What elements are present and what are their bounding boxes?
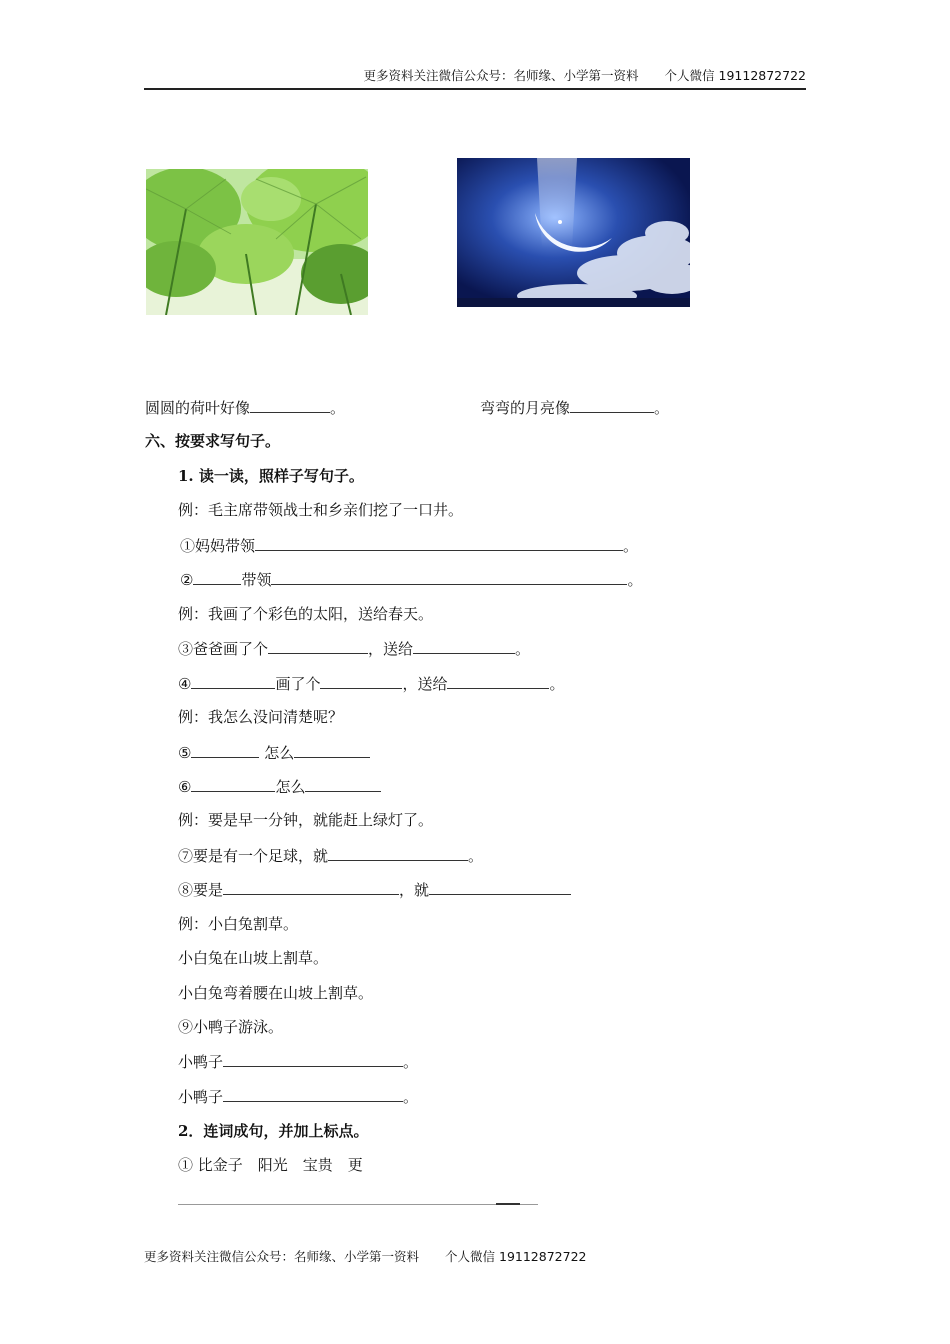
item-9-line-b-blank[interactable] <box>223 1085 403 1102</box>
lotus-leaves-image <box>146 169 368 315</box>
item-5-blank-a[interactable] <box>191 741 259 758</box>
example-four: 例：要是早一分钟，就能赶上绿灯了。 <box>178 811 434 829</box>
item-9-line-a-blank[interactable] <box>223 1050 403 1067</box>
item-7-prefix: ⑦要是有一个足球，就 <box>178 847 329 865</box>
item-4-blank-c[interactable] <box>447 672 549 689</box>
item-9-line-a-prefix: 小鸭子 <box>178 1053 224 1071</box>
crescent-moon-image <box>457 158 690 307</box>
item-2-mid: 带领 <box>241 571 272 589</box>
moon-fill-suffix: 。 <box>654 399 670 417</box>
moon-fill-blank[interactable] <box>570 396 654 413</box>
item-7-suffix: 。 <box>468 847 484 865</box>
example-five-expanded-more: 小白兔弯着腰在山坡上割草。 <box>178 984 374 1002</box>
item-4-prefix: ④ <box>178 675 192 693</box>
lotus-fill-sentence <box>145 396 345 419</box>
item-8-prefix: ⑧要是 <box>178 881 224 899</box>
item-9-line-b-prefix: 小鸭子 <box>178 1088 224 1106</box>
header-wechat-text: 更多资料关注微信公众号：名师缘、小学第一资料 <box>363 68 639 83</box>
example-two: 例：我画了个彩色的太阳，送给春天。 <box>178 605 434 623</box>
item-4-suffix: 。 <box>549 675 565 693</box>
item-4-blank-a[interactable] <box>191 672 275 689</box>
moon-fill-sentence <box>480 396 669 419</box>
item-9-line-b <box>178 1085 418 1108</box>
q2-item-1-answer-line[interactable] <box>178 1204 538 1205</box>
item-9: ⑨小鸭子游泳。 <box>178 1018 284 1036</box>
item-1-suffix: 。 <box>623 537 639 555</box>
item-8-mid: ，就 <box>399 881 430 899</box>
example-one: 例：毛主席带领战士和乡亲们挖了一口井。 <box>178 501 464 519</box>
item-8 <box>178 878 571 901</box>
footer-wechat-text: 更多资料关注微信公众号：名师缘、小学第一资料 <box>144 1249 420 1264</box>
example-five-expanded: 小白兔在山坡上割草。 <box>178 949 329 967</box>
item-1-prefix: ①妈妈带领 <box>180 537 256 555</box>
item-6-blank-a[interactable] <box>191 775 275 792</box>
item-1-blank[interactable] <box>255 534 623 551</box>
item-4 <box>178 672 565 695</box>
item-3-blank-b[interactable] <box>413 637 515 654</box>
q2-item-1-words: ① 比金子 阳光 宝贵 更 <box>178 1156 363 1174</box>
item-2-blank-a[interactable] <box>193 568 241 585</box>
item-8-blank-a[interactable] <box>223 878 399 895</box>
item-1 <box>180 534 638 557</box>
item-4-mid-2: ，送给 <box>402 675 448 693</box>
section-six-title: 六、按要求写句子。 <box>145 432 281 450</box>
item-7-blank[interactable] <box>328 844 468 861</box>
item-6-prefix: ⑥ <box>178 778 192 796</box>
lotus-fill-suffix: 。 <box>330 399 346 417</box>
item-6 <box>178 775 381 798</box>
item-3-suffix: 。 <box>515 640 531 658</box>
question-one-title: 1. 读一读，照样子写句子。 <box>178 467 364 485</box>
moon-fill-prefix: 弯弯的月亮像 <box>480 399 571 417</box>
page-header <box>144 66 806 90</box>
item-5-prefix: ⑤ <box>178 744 192 762</box>
item-3-blank-a[interactable] <box>268 637 368 654</box>
header-contact-text: 个人微信 19112872722 <box>664 68 806 83</box>
example-three: 例：我怎么没问清楚呢？ <box>178 708 344 726</box>
item-9-line-b-suffix: 。 <box>403 1088 419 1106</box>
item-7 <box>178 844 483 867</box>
lotus-fill-blank[interactable] <box>250 396 330 413</box>
item-4-blank-b[interactable] <box>320 672 402 689</box>
page-footer <box>144 1247 586 1267</box>
item-2 <box>180 568 642 591</box>
example-five: 例：小白兔割草。 <box>178 915 299 933</box>
answer-line-mark <box>496 1203 520 1205</box>
item-5-blank-b[interactable] <box>294 741 370 758</box>
item-5 <box>178 741 370 764</box>
item-9-line-a <box>178 1050 418 1073</box>
item-6-mid: 怎么 <box>275 778 306 796</box>
item-9-line-a-suffix: 。 <box>403 1053 419 1071</box>
item-8-blank-b[interactable] <box>429 878 571 895</box>
item-3-mid: ，送给 <box>368 640 414 658</box>
item-4-mid-1: 画了个 <box>275 675 321 693</box>
item-2-blank-b[interactable] <box>271 568 627 585</box>
item-2-prefix: ② <box>180 571 194 589</box>
lotus-fill-prefix: 圆圆的荷叶好像 <box>145 399 251 417</box>
item-6-blank-b[interactable] <box>305 775 381 792</box>
item-3-prefix: ③爸爸画了个 <box>178 640 269 658</box>
item-3 <box>178 637 530 660</box>
question-two-title: 2．连词成句，并加上标点。 <box>178 1122 369 1140</box>
item-2-suffix: 。 <box>627 571 643 589</box>
footer-contact-text: 个人微信 19112872722 <box>445 1249 587 1264</box>
item-5-mid: 怎么 <box>259 744 295 762</box>
